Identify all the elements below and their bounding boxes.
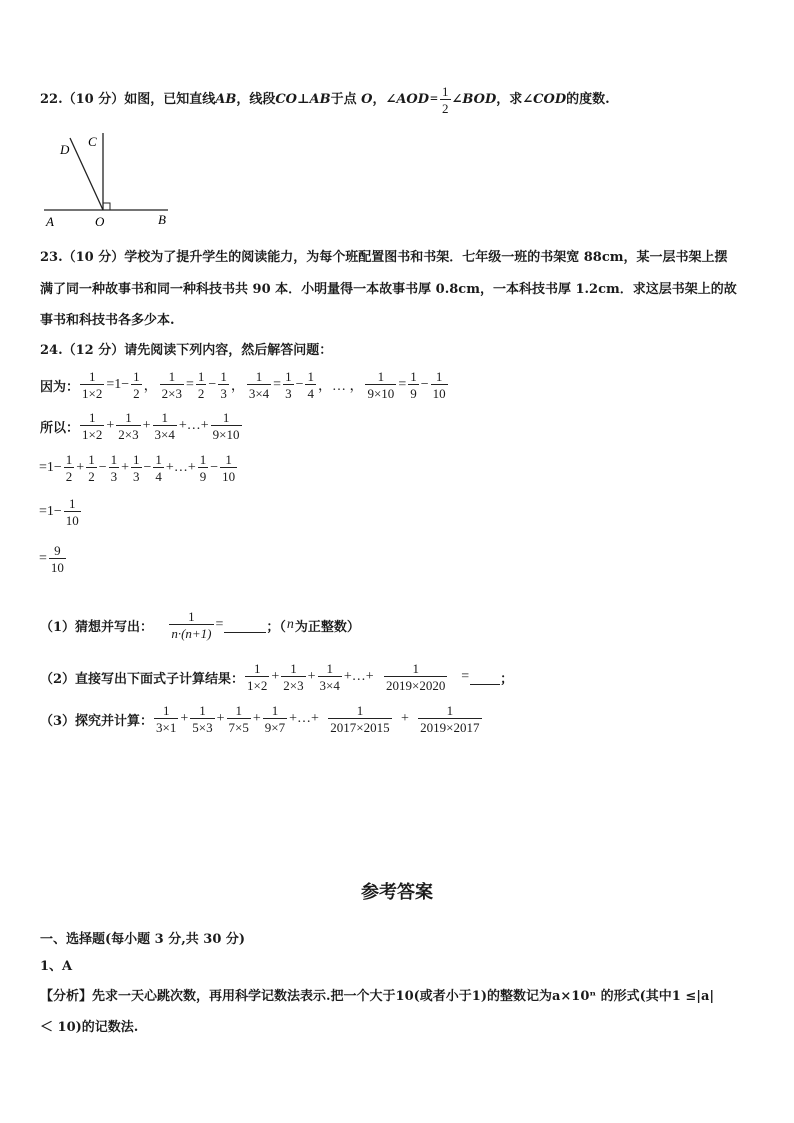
- analysis-line1: 【分析】先求一天心跳次数，再用科学记数法表示.把一个大于10(或者小于1)的整数记为a×10ⁿ 的形式(其中1 ≤|a|: [40, 989, 715, 1004]
- label-d: D: [60, 142, 70, 157]
- label-o: O: [95, 214, 105, 228]
- label-b: B: [158, 212, 166, 227]
- right-angle-mark: [103, 203, 110, 210]
- q24-because-line: 因为： $\frac{1}{1\times 2}$ =1− $\frac{1}{2}$ ， $\frac{1}{2\times 3}$ = $\frac{1}{2}$ − $\frac{1}{3}$ ， $\frac{1}{3\times 4}$ = $\frac{1}{3}$ − $\frac{1}{4}$ ，… ， $\frac{1}{9\times 10}$ = $\frac{1}{9}$ − $\frac{1}{10}$: [40, 369, 446, 401]
- answer-blank-1[interactable]: [224, 618, 266, 633]
- q24-step1: =1− $\frac{1}{2}$ + $\frac{1}{2}$ − $\frac{1}{3}$ + $\frac{1}{3}$ − $\frac{1}{4}$ +…+ $\frac{1}{9}$ − $\frac{1}{10}$: [39, 452, 236, 484]
- q24-part1: （1）猜想并写出： $\frac{1}{n\cdot(n+1)}$ = ；（ n 为正整数）: [40, 609, 360, 641]
- q22-figure: [38, 128, 178, 228]
- half-fraction: $\frac{1}{2}$: [442, 84, 449, 116]
- q24-step3: = $\frac{9}{10}$: [39, 543, 64, 575]
- q24-part3: （3）探究并计算： $\frac{1}{3\times 1}$ + $\frac{1}{5\times 3}$ + $\frac{1}{7\times 5}$ + $\frac{1}{9\times 7}$ +…+ $\frac{1}{2017\times 2015}$ + $\frac{1}{2019\times 2017}$: [40, 703, 480, 735]
- q23-line2: 满了同一种故事书和同一种科技书共 90 本．小明量得一本故事书厚 0.8cm，一本科技书厚 1.2cm．求这层书架上的故: [40, 282, 737, 297]
- q24-part2: （2）直接写出下面式子计算结果： $\frac{1}{1\times 2}$ + $\frac{1}{2\times 3}$ + $\frac{1}{3\times 4}$ +…+ $\frac{1}{2019\times 2020}$ = ；: [40, 661, 514, 693]
- ray-od: [70, 138, 103, 210]
- q23-line3: 事书和科技书各多少本.: [40, 313, 175, 328]
- analysis-line2: ＜ 10)的记数法.: [40, 1020, 139, 1035]
- q24-intro: 24.（12 分）请先阅读下列内容，然后解答问题：: [40, 343, 333, 358]
- label-c: C: [88, 134, 97, 149]
- q23-line1: 23.（10 分）学校为了提升学生的阅读能力，为每个班配置图书和书架．七年级一班的书架宽 88cm，某一层书架上摆: [40, 250, 728, 265]
- label-a: A: [46, 214, 54, 228]
- q24-so-line: 所以： $\frac{1}{1\times 2}$ + $\frac{1}{2\times 3}$ + $\frac{1}{3\times 4}$ +…+ $\frac{1}{9\times 10}$: [40, 410, 240, 442]
- answer-blank-2[interactable]: [470, 670, 500, 685]
- q22-text: 22.（10 分）如图，已知直线 AB ，线段 CO ⊥ AB 于点 O ， ∠AOD = $\frac{1}{2}$ ∠BOD ，求 ∠COD 的度数.: [40, 84, 610, 116]
- answers-title: 参考答案: [361, 882, 433, 903]
- answer-item-1: 1、A: [40, 959, 73, 974]
- q24-step2: =1− $\frac{1}{10}$: [39, 496, 79, 528]
- answers-section-heading: 一、选择题(每小题 3 分,共 30 分): [40, 932, 246, 947]
